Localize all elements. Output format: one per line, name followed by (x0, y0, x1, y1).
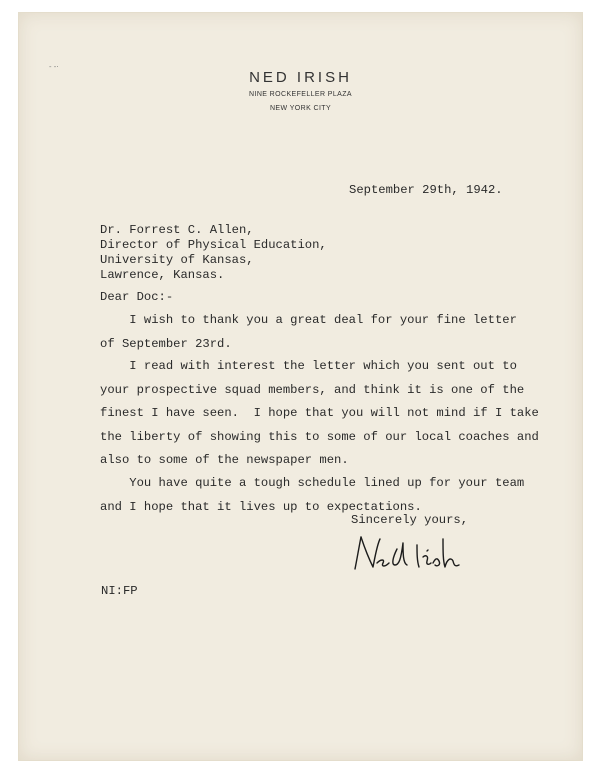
recipient-line: University of Kansas, (100, 253, 254, 267)
handwritten-signature (347, 529, 467, 579)
body-line: and I hope that it lives up to expectations. (100, 499, 422, 514)
body-line: the liberty of showing this to some of our local coaches and (100, 429, 539, 444)
body-line: You have quite a tough schedule lined up for your team (100, 476, 525, 490)
letterhead-address-line2: NEW YORK CITY (269, 105, 332, 112)
recipient-line: Dr. Forrest C. Allen, (100, 223, 254, 237)
closing: Sincerely yours, (351, 513, 469, 527)
recipient-line: Director of Physical Education, (100, 238, 327, 252)
corner-mark: - -· (49, 63, 59, 71)
paragraph-2 (100, 355, 539, 473)
body-line: your prospective squad members, and think it is one of the (100, 382, 525, 397)
letter-date: September 29th, 1942. (349, 183, 503, 197)
salutation: Dear Doc:- (100, 290, 174, 304)
body-line: also to some of the newspaper men. (100, 453, 349, 467)
letterhead-name: NED IRISH (249, 69, 352, 86)
recipient-line: Lawrence, Kansas. (100, 268, 225, 282)
recipient-address (100, 223, 327, 283)
body-line: I wish to thank you a great deal for your fine letter (100, 313, 517, 327)
body-line: of September 23rd. (100, 336, 232, 351)
body-line: finest I have seen. I hope that you will not mind if I take (100, 406, 539, 420)
typist-initials: NI:FP (101, 584, 138, 598)
letter-page (18, 12, 583, 761)
letterhead-address-line1: NINE ROCKEFELLER PLAZA (249, 91, 352, 98)
paragraph-1 (100, 309, 517, 356)
body-line: I read with interest the letter which you sent out to (100, 359, 517, 373)
paragraph-3 (100, 472, 524, 519)
